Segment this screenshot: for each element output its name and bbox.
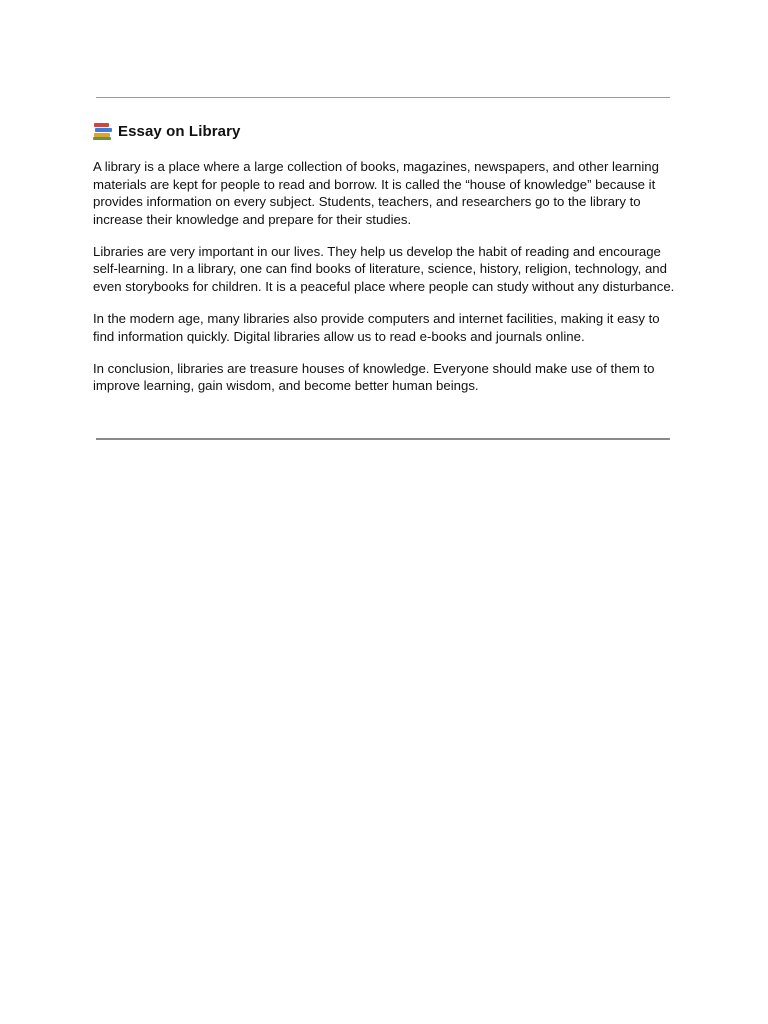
books-icon — [93, 122, 113, 140]
bottom-divider — [96, 438, 670, 440]
essay-paragraph-1: A library is a place where a large collection of books, magazines, newspapers, and other learning materials are kept for people to read and borrow. It is called the “house of knowledge” because it provides information on every subject. Students, teachers, and researchers go to the library to increase their knowledge and prepare for their studies. — [93, 159, 659, 227]
essay-paragraph-3: In the modern age, many libraries also provide computers and internet facilities, making it easy to find information quickly. Digital libraries allow us to read e-books and journals online. — [93, 310, 660, 344]
essay-paragraph-4: In conclusion, libraries are treasure houses of knowledge. Everyone should make use of them to improve learning, gain wisdom, and become better human beings. — [93, 360, 655, 394]
top-divider — [96, 97, 670, 98]
essay-paragraph-2: Libraries are very important in our lives. They help us develop the habit of reading and encourage self-learning. In a library, one can find books of literature, science, history, religion, technology, and even storybooks for children. It is a peaceful place where people can study without any disturbance. — [93, 243, 675, 294]
essay-title: Essay on Library — [118, 122, 241, 140]
essay-heading — [93, 120, 683, 142]
essay-content — [93, 120, 683, 409]
